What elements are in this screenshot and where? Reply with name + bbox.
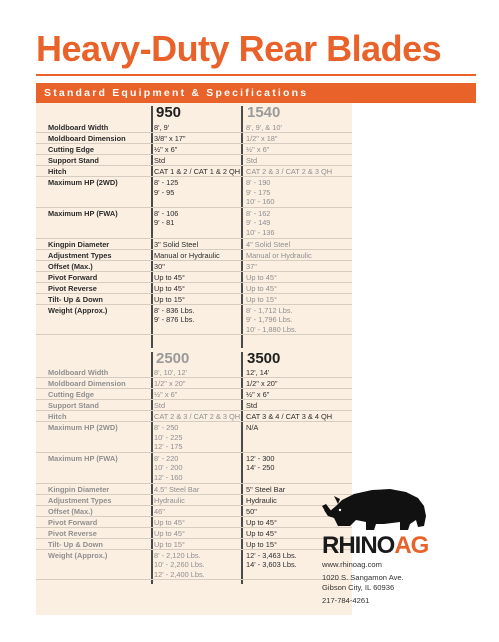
address-line-1: 1020 S. Sangamon Ave. [322,573,404,582]
spec-label: Kingpin Diameter [48,484,110,494]
spec-row [36,144,352,155]
spec-value-line: Up to 15° [246,294,277,304]
spec-row [36,517,352,528]
model-950-header: 950 [156,104,182,121]
spec-row [36,550,352,581]
spec-value-line: Hydraulic [246,495,277,505]
spec-value-line: 9' - 81 [154,218,175,228]
spec-row [36,122,352,133]
spec-label: Kingpin Diameter [48,239,110,249]
spec-label: Pivot Forward [48,517,98,527]
spec-label: Cutting Edge [48,390,94,399]
spec-value-line: 10' - 1,880 Lbs. [246,324,297,334]
spec-row [36,208,352,239]
spec-label: Pivot Reverse [48,528,97,538]
spec-row [36,261,352,272]
spec-value-line: N/A [246,423,259,432]
spec-value-line: 3/8" x 17" [154,134,186,143]
spec-value-line: Up to 45° [246,272,277,282]
spec-value-line: Up to 15° [154,294,185,304]
spec-label: Maximum HP (FWA) [48,453,118,463]
spec-value-line: 8', 10', 12' [154,368,187,377]
spec-value-line: 1/2" x 20" [246,379,278,388]
spec-value-line: Up to 45° [154,528,185,538]
spec-value-col2 [246,306,297,335]
brand-wordmark [322,532,428,560]
spec-label: Support Stand [48,156,99,165]
spec-value-line: 8' - 220 [154,453,179,463]
spec-label: Weight (Approx.) [48,550,108,560]
spec-row [36,495,352,506]
spec-value-line: ½" x 6" [246,390,270,399]
spec-label: Adjustment Types [48,250,112,260]
spec-value-line: 3" Solid Steel [154,239,199,249]
spec-value-line: Up to 45° [154,517,185,527]
spec-row [36,453,352,484]
spec-label: Moldboard Width [48,368,109,377]
row-divider [36,334,352,335]
spec-value-line: 9' - 876 Lbs. [154,315,195,325]
spec-value-line: Std [246,156,258,165]
page-title: Heavy-Duty Rear Blades [36,28,442,69]
spec-value-line: 8' - 1,712 Lbs. [246,305,293,315]
spec-value-col1 [154,306,194,325]
model-1540-header: 1540 [247,104,281,121]
spec-value-line: CAT 3 & 4 / CAT 3 & 4 QH [246,412,333,421]
title-underline [36,74,476,76]
spec-value-col2 [246,178,275,207]
spec-value-line: 9' - 1,796 Lbs. [246,315,293,325]
spec-value-col1 [154,454,183,483]
spec-value-line: 1/2" x 18" [246,134,278,143]
spec-label: Pivot Forward [48,272,98,282]
spec-value-line: 8' - 106 [154,208,179,218]
spec-row [36,539,352,550]
spec-value-line: 37" [246,261,257,271]
spec-value-line: CAT 2 & 3 / CAT 2 & 3 QH [246,167,333,176]
spec-value-line: 8' - 162 [246,208,271,218]
spec-value-col2 [246,454,275,473]
rhino-icon [320,480,490,540]
spec-value-line: Manual or Hydraulic [154,250,220,260]
spec-value-line: 8' - 2,120 Lbs. [154,550,201,560]
website-text: www.rhinoag.com [322,560,382,569]
spec-value-col1 [154,209,178,228]
spec-label: Maximum HP (2WD) [48,178,118,187]
spec-value-line: 12' - 160 [154,472,183,482]
spec-value-line: Std [154,401,166,410]
model-3500-header: 3500 [247,350,281,367]
spec-row [36,484,352,495]
spec-label: Moldboard Dimension [48,379,126,388]
section-banner [36,83,476,103]
phone-text: 217-784-4261 [322,596,370,605]
spec-value-line: Up to 15° [246,539,277,549]
spec-value-line: 8' - 836 Lbs. [154,305,195,315]
spec-value-line: 9' - 175 [246,187,271,197]
spec-label: Hitch [48,412,67,421]
spec-value-line: 10' - 200 [154,463,183,473]
spec-row [36,422,352,453]
spec-value-line: 8' - 190 [246,178,271,187]
spec-value-line: Up to 45° [246,517,277,527]
spec-value-line: 46" [154,506,165,516]
spec-row [36,528,352,539]
brand-name-ag: AG [394,532,429,559]
row-divider [36,579,352,580]
brand-name-rhino: RHINO [322,532,395,559]
spec-label: Offset (Max.) [48,261,93,271]
spec-value-line: 10' - 225 [154,432,183,442]
spec-value-col2 [246,551,297,570]
spec-value-col1 [154,423,183,452]
spec-value-line: ½" x 6" [246,145,270,154]
spec-label: Hitch [48,167,67,176]
spec-value-col2 [246,423,258,433]
spec-label: Tilt- Up & Down [48,294,103,304]
spec-label: Weight (Approx.) [48,305,108,315]
spec-row [36,305,352,336]
address-line-2: Gibson City, IL 60936 [322,583,395,592]
spec-value-line: 9' - 149 [246,218,271,228]
spec-label: Pivot Reverse [48,283,97,293]
spec-value-line: ½" x 6" [154,390,178,399]
spec-value-col1 [154,551,205,580]
spec-row [36,155,352,166]
spec-label: Cutting Edge [48,145,94,154]
spec-row [36,283,352,294]
spec-label: Offset (Max.) [48,506,93,516]
spec-value-line: CAT 1 & 2 / CAT 1 & 2 QH [154,167,241,176]
spec-label: Support Stand [48,401,99,410]
spec-label: Maximum HP (2WD) [48,423,118,432]
spec-label: Adjustment Types [48,495,112,505]
spec-value-line: 12' - 300 [246,453,275,463]
spec-row [36,272,352,283]
spec-row [36,411,352,422]
spec-value-line: 12' - 3,463 Lbs. [246,550,297,560]
spec-value-line: 10' - 160 [246,197,275,207]
spec-row [36,389,352,400]
spec-value-line: 14' - 3,603 Lbs. [246,560,297,570]
spec-row [36,367,352,378]
spec-value-line: 9' - 95 [154,187,175,197]
spec-value-line: 8' - 125 [154,178,179,187]
spec-value-line: Up to 15° [154,539,185,549]
spec-value-line: CAT 2 & 3 / CAT 2 & 3 QH [154,412,241,421]
spec-row [36,400,352,411]
spec-value-line: 1/2" x 20" [154,379,186,388]
spec-value-line: 12', 14' [246,368,270,377]
spec-value-line: Up to 45° [154,272,185,282]
spec-value-col1 [154,178,178,197]
spec-row [36,239,352,250]
spec-value-line: Up to 45° [246,528,277,538]
spec-label: Maximum HP (FWA) [48,208,118,218]
spec-label: Tilt- Up & Down [48,539,103,549]
spec-value-line: 12' - 175 [154,442,183,452]
spec-value-line: Std [154,156,166,165]
spec-value-line: Hydraulic [154,495,185,505]
spec-value-line: 14' - 250 [246,463,275,473]
spec-label: Moldboard Width [48,123,109,132]
spec-row [36,506,352,517]
spec-value-line: Std [246,401,258,410]
spec-value-line: Manual or Hydraulic [246,250,312,260]
spec-value-line: 50" [246,506,257,516]
model-2500-header: 2500 [156,350,190,367]
spec-value-col2 [246,209,275,238]
spec-value-line: 4" Solid Steel [246,239,291,249]
spec-value-line: 8', 9' [154,123,170,132]
spec-value-line: 30" [154,261,165,271]
spec-value-line: 12' - 2,400 Lbs. [154,569,205,579]
spec-label: Moldboard Dimension [48,134,126,143]
spec-row [36,294,352,305]
spec-row [36,250,352,261]
spec-row [36,133,352,144]
spec-row [36,166,352,177]
spec-value-line: Up to 45° [154,283,185,293]
spec-value-line: 5" Steel Bar [246,484,286,494]
spec-value-line: 10' - 2,260 Lbs. [154,560,205,570]
spec-value-line: ½" x 6" [154,145,178,154]
spec-value-line: 8' - 250 [154,423,179,432]
spec-value-line: 10' - 136 [246,227,275,237]
spec-value-line: Up to 45° [246,283,277,293]
spec-value-line: 4.5" Steel Bar [154,484,200,494]
banner-label: Standard Equipment & Specifications [44,87,309,99]
spec-row [36,177,352,208]
spec-value-line: 8', 9', & 10' [246,123,282,132]
spec-row [36,378,352,389]
